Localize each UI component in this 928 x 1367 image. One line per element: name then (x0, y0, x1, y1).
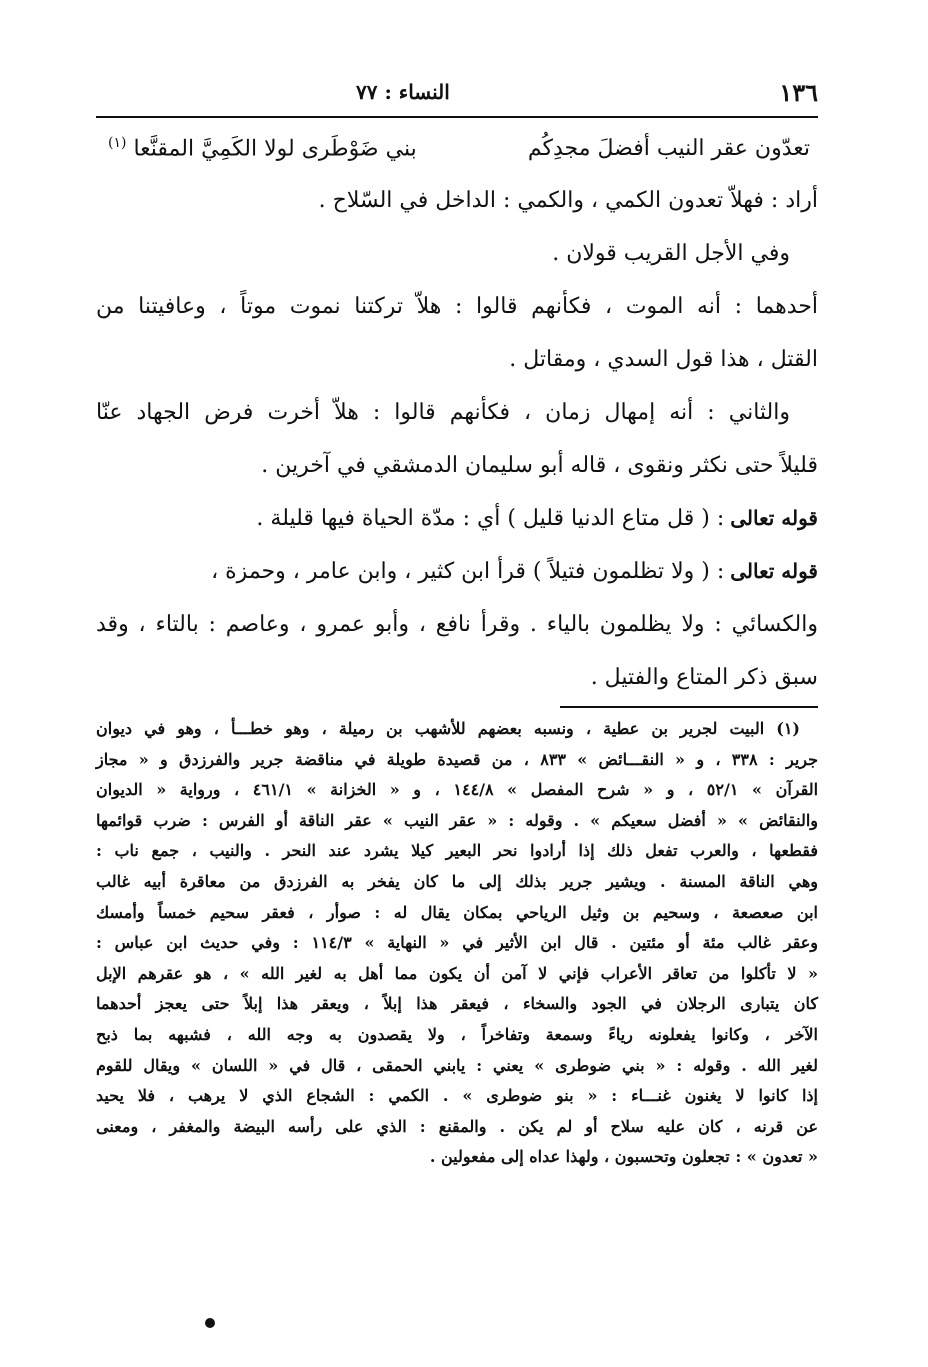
verse-second-hemistich (104, 135, 417, 161)
text-line: أحدهما : أنه الموت ، فكأنهم قالوا : هلاّ تركتنا نموت موتاً ، وعافيتنا من (96, 294, 818, 319)
text-line-content: : ( ولا تظلمون فتيلاً ) قرأ ابن كثير ، وابن عامر ، وحمزة ، (211, 559, 725, 584)
footnote-reference: (١) (108, 134, 127, 151)
verse-second-hemistich-text: بني ضَوْطَرى لولا الكَمِيَّ المقنَّعا (133, 136, 417, 162)
text-line (96, 333, 818, 386)
footnote-line: لغير الله . وقوله : « بني ضوطرى » يعني : يابني الحمقى ، قال في « اللسان » ويقال للقوم (96, 1055, 818, 1075)
footnote-line: الآخر ، وكانوا يفعلونه رياءً وسمعة وتفاخراً ، ولا يقصدون به وجه الله ، فشبهه بما ذبح (96, 1024, 818, 1044)
text-line-content: قليلاً حتى نكثر ونقوى ، قاله أبو سليمان الدمشقي في آخرين . (261, 453, 818, 478)
page-header (96, 72, 818, 112)
text-line (96, 439, 818, 492)
header-rule (96, 116, 818, 118)
footnote-line: فقطعها ، والعرب تفعل ذلك إذا أرادوا نحر البعير كيلا يشرد عند النحر . والنيب ، جمع ناب : (96, 841, 818, 861)
footnote-line: عن قرنه ، كان عليه سلاح أو لم يكن . والمقنع : الذي على رأسه البيضة والمغفر ، ومعنى (96, 1116, 818, 1136)
footnote-line: والنقائض » « أفضل سعيكم » . وقوله : « عقر النيب » عقر الناقة أو الفرس : ضرب قوائمها (96, 810, 818, 830)
main-text (96, 122, 818, 704)
footnote-line: جرير : ٣٣٨ ، و « النقـــائض » ٨٣٣ ، من قصيدة طويلة في مناقضة جرير والفرزدق و « مجاز (96, 749, 819, 769)
footnote-rule (560, 706, 818, 708)
text-line (96, 492, 818, 545)
footnote-line: كان يتبارى الرجلان في الجود والسخاء ، فيعقر هذا إبلاً ، ويعقر هذا إبلاً حتى يعجز أحدهما (96, 994, 818, 1014)
poetry-verse (96, 122, 818, 174)
ink-dot (205, 1318, 215, 1328)
lead-phrase: قوله تعالى (730, 506, 818, 530)
footnote-line: « لا تأكلوا من تعاقر الأعراب فإني لا آمن أن يكون مما أهل به لغير الله » ، هو عقرهم الإبل (96, 963, 819, 983)
footnote-line: القرآن » ٥٢/١ ، و « شرح المفصل » ١٤٤/٨ ، و « الخزانة » ٤٦١/١ ، ورواية « الديوان (96, 780, 819, 800)
footnotes (96, 714, 818, 1173)
text-line-content: القتل ، هذا قول السدي ، ومقاتل . (509, 347, 818, 372)
footnote-line: ابن صعصعة ، وسحيم بن وثيل الرياحي بمكان يقال له : صوأر ، فعقر سحيم خمساً وأمسك (96, 902, 818, 922)
verse-first-hemistich: تعدّون عقر النيب أفضلَ مجدِكُم (527, 135, 810, 161)
text-line (96, 227, 818, 280)
footnote-line: (١) البيت لجرير بن عطية ، ونسبه بعضهم للأشهب بن رميلة ، وهو خطـــأ ، وهو في ديوان (96, 719, 800, 738)
footnote-line: « تعدون » : تجعلون وتحسبون ، ولهذا عداه إلى مفعولين . (429, 1147, 818, 1167)
text-line-content: وفي الأجل القريب قولان . (552, 241, 790, 266)
text-line: والكسائي : ولا يظلمون بالياء . وقرأ نافع ، وأبو عمرو ، وعاصم : بالتاء ، وقد (96, 612, 818, 637)
text-line (96, 174, 818, 227)
footnote-line: وهي الناقة المسنة . ويشير جرير بذلك إلى ما كان يفخر به الفرزدق من معاقرة أبيه غالب (96, 871, 818, 891)
text-line-content: أراد : فهلاّ تعدون الكمي ، والكمي : الداخل في السّلاح . (318, 188, 818, 213)
text-line (96, 545, 818, 598)
footnote-line: إذا كانوا لا يغنون غنـــاء : « بنو ضوطرى » . الكمي : الشجاع الذي لا يرهب ، فلا يحيد (96, 1086, 818, 1106)
lead-phrase: قوله تعالى (730, 559, 818, 583)
page-number: ١٣٦ (779, 77, 818, 107)
running-head: النساء : ٧٧ (356, 80, 450, 104)
footnote-line: وعقر غالب مئة أو مئتين . قال ابن الأثير في « النهاية » ١١٤/٣ : وفي حديث ابن عباس : (96, 933, 818, 953)
text-line-content: سبق ذكر المتاع والفتيل . (590, 665, 818, 690)
text-line-content: : ( قل متاع الدنيا قليل ) أي : مدّة الحياة فيها قليلة . (256, 506, 725, 531)
text-line (96, 651, 818, 704)
text-line: والثاني : أنه إمهال زمان ، فكأنهم قالوا : هلاّ أخرت فرض الجهاد عنّا (96, 400, 790, 425)
